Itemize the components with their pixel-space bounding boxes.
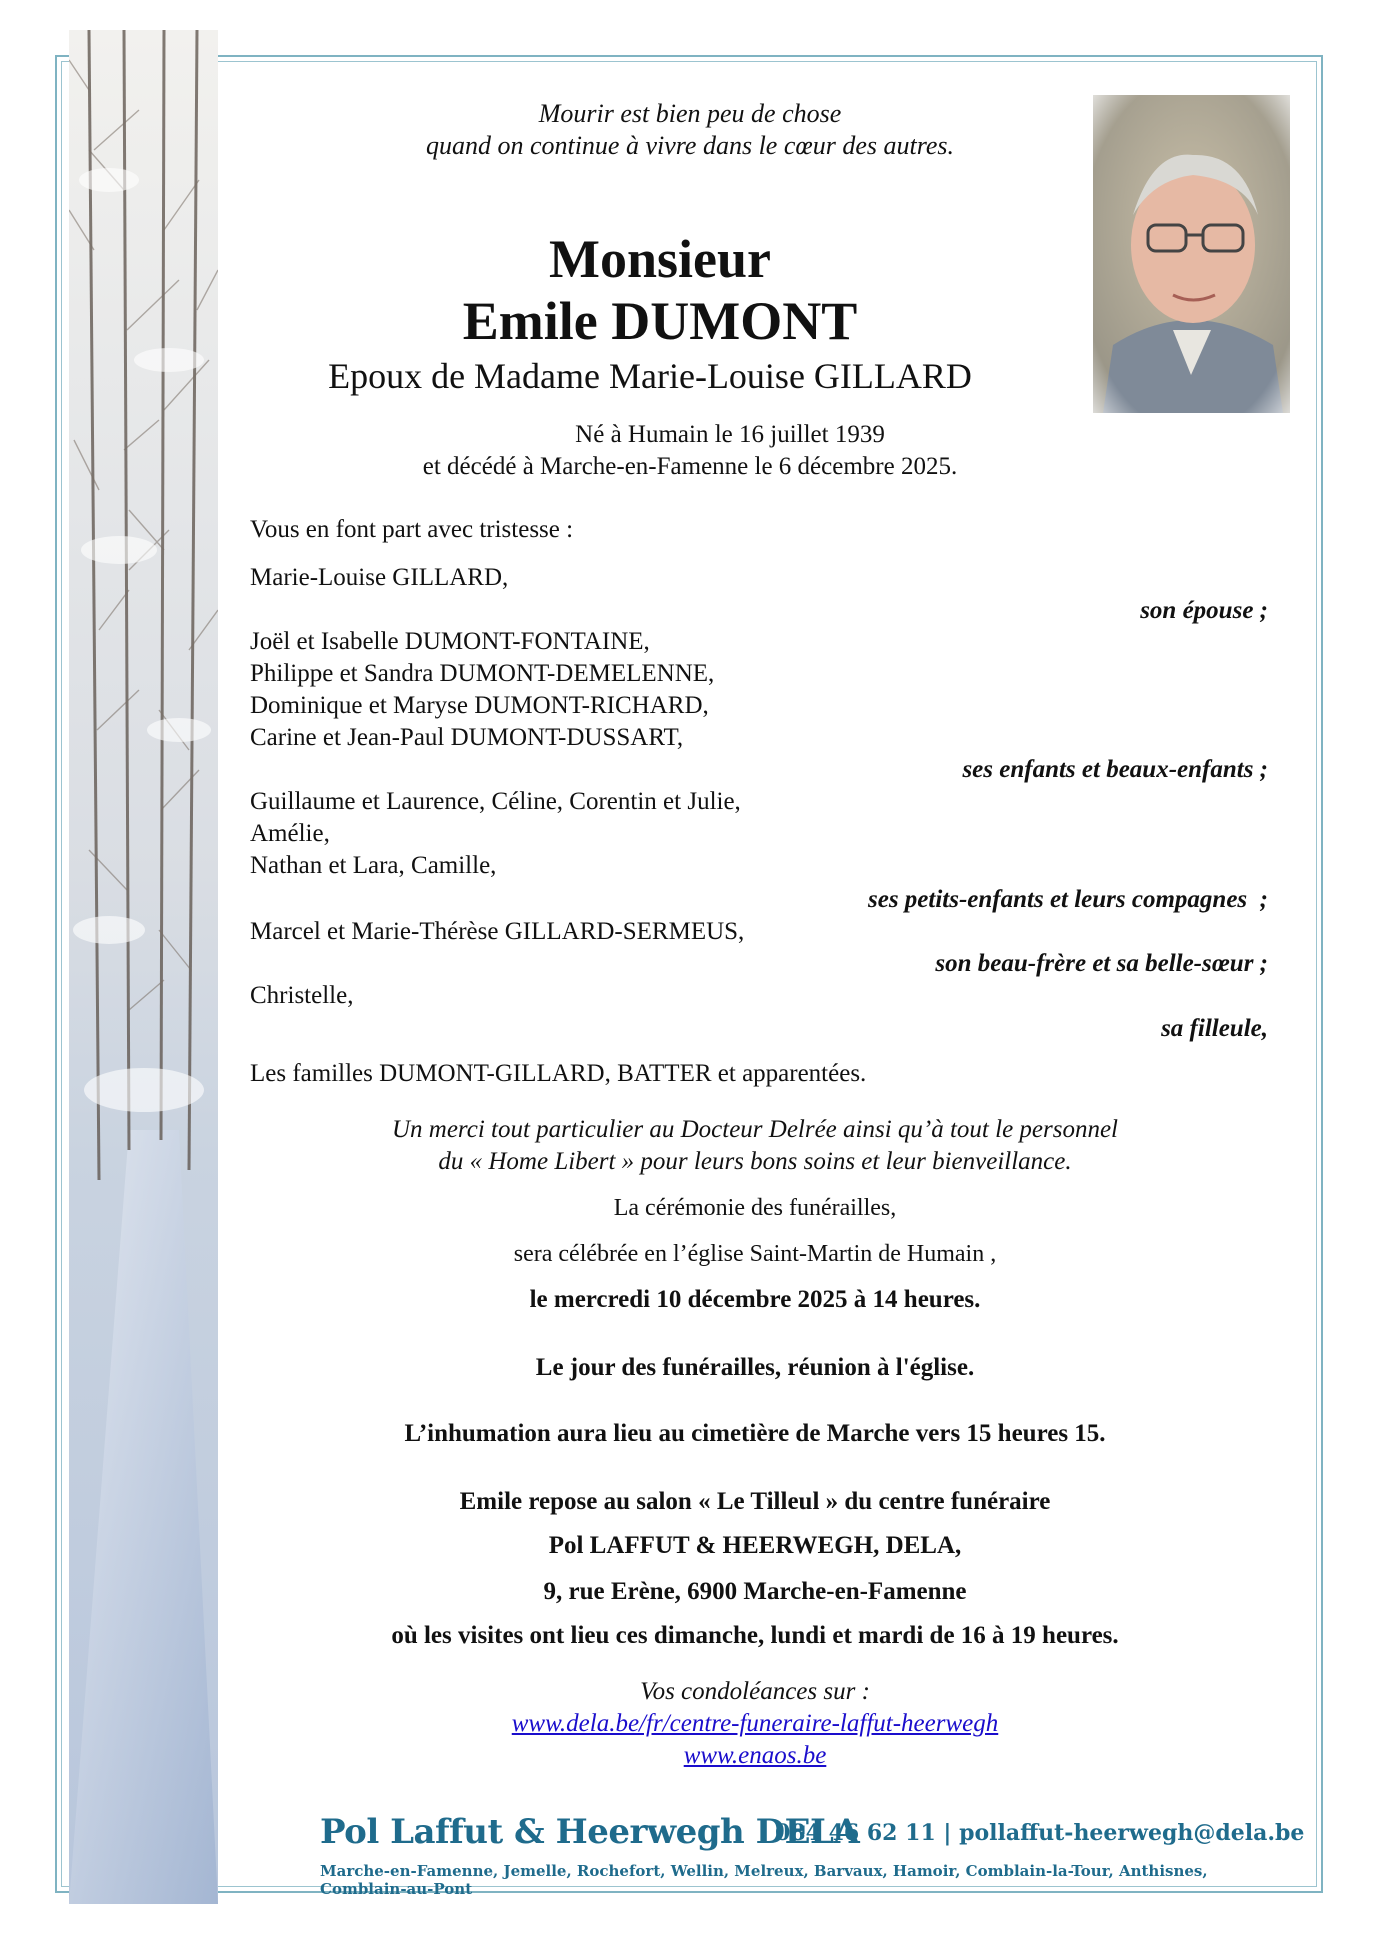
repose-address: 9, rue Erène, 6900 Marche-en-Famenne	[543, 1578, 967, 1605]
relation-label: sa filleule,	[1161, 1015, 1268, 1042]
repose-line: Pol LAFFUT & HEERWEGH, DELA,	[548, 1532, 962, 1559]
ceremony-datetime: le mercredi 10 décembre 2025 à 14 heures.	[529, 1286, 981, 1313]
family-group	[250, 562, 508, 594]
announcement-intro: Vous en font part avec tristesse :	[250, 516, 574, 543]
family-name: Philippe et Sandra DUMONT-DEMELENNE,	[250, 660, 715, 687]
relation-label: ses enfants et beaux-enfants ;	[962, 756, 1268, 783]
epigraph-line: quand on continue à vivre dans le cœur des autres.	[425, 131, 955, 160]
ceremony-line: La cérémonie des funérailles,	[613, 1195, 897, 1221]
epigraph-line: Mourir est bien peu de chose	[538, 99, 842, 128]
family-name: Joël et Isabelle DUMONT-FONTAINE,	[250, 628, 650, 655]
family-group	[250, 980, 353, 1012]
relation-label: ses petits-enfants et leurs compagnes ;	[868, 886, 1268, 913]
family-name: Christelle,	[250, 982, 354, 1009]
epigraph	[300, 98, 1080, 162]
family-name: Dominique et Maryse DUMONT-RICHARD,	[250, 692, 709, 719]
ceremony-line: sera célébrée en l’église Saint-Martin de Humain ,	[513, 1241, 997, 1267]
winter-forest-image	[69, 30, 218, 1904]
family-name: Amélie,	[250, 820, 330, 847]
relation-label: son épouse ;	[1140, 597, 1268, 624]
families-line: Les familles DUMONT-GILLARD, BATTER et apparentées.	[250, 1060, 867, 1087]
family-name: Nathan et Lara, Camille,	[250, 852, 497, 879]
family-group	[250, 916, 744, 948]
death-line: et décédé à Marche-en-Famenne le 6 décembre 2025.	[422, 453, 958, 480]
funeral-home-towns: Marche-en-Famenne, Jemelle, Rochefort, Wellin, Melreux, Barvaux, Hamoir, Comblain-la-Tour, Anthisnes, Comblain-au-Pont	[320, 1862, 1208, 1898]
condolences-link-row	[250, 1708, 1260, 1740]
burial-line: L’inhumation aura lieu au cimetière de Marche vers 15 heures 15.	[404, 1420, 1106, 1447]
deceased-portrait-photo	[1093, 95, 1290, 413]
relation-label: son beau-frère et sa belle-sœur ;	[935, 950, 1268, 977]
condolences-link-row	[250, 1740, 1260, 1772]
family-group	[250, 626, 714, 754]
honorific: Monsieur	[549, 229, 771, 289]
funeral-home-logo-text: Pol Laffut & Heerwegh DELA	[320, 1812, 860, 1852]
family-name: Marcel et Marie-Thérèse GILLARD-SERMEUS,	[250, 918, 745, 945]
family-group	[250, 786, 741, 882]
condolences-label: Vos condoléances sur :	[640, 1678, 870, 1705]
thanks-line: Un merci tout particulier au Docteur Delrée ainsi qu’à tout le personnel	[391, 1116, 1119, 1143]
spouse-line: Epoux de Madame Marie-Louise GILLARD	[328, 356, 972, 396]
thanks-line: du « Home Libert » pour leurs bons soins et leur bienveillance.	[438, 1148, 1072, 1175]
repose-line: Emile repose au salon « Le Tilleul » du centre funéraire	[459, 1488, 1051, 1515]
meeting-line: Le jour des funérailles, réunion à l'église.	[535, 1354, 975, 1381]
dela-condolences-link[interactable]: www.dela.be/fr/centre-funeraire-laffut-heerwegh	[511, 1710, 999, 1737]
visiting-hours: où les visites ont lieu ces dimanche, lundi et mardi de 16 à 19 heures.	[391, 1622, 1119, 1649]
family-name: Guillaume et Laurence, Céline, Corentin et Julie,	[250, 788, 741, 815]
enaos-link[interactable]: www.enaos.be	[683, 1742, 827, 1769]
birth-line: Né à Humain le 16 juillet 1939	[575, 421, 885, 448]
family-name: Carine et Jean-Paul DUMONT-DUSSART,	[250, 724, 684, 751]
funeral-home-contact: 084 46 62 11 | pollaffut-heerwegh@dela.be	[775, 1820, 1305, 1846]
deceased-name: Emile DUMONT	[462, 291, 858, 351]
family-name: Marie-Louise GILLARD,	[250, 564, 509, 591]
